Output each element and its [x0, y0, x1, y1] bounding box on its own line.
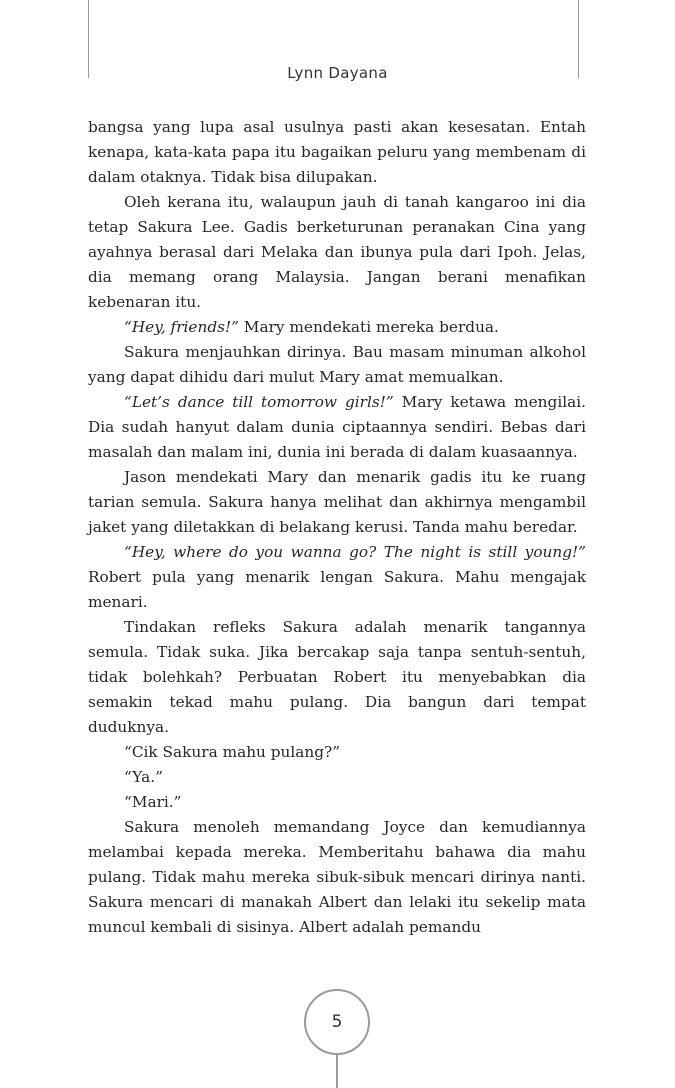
text-run: Mary mendekati mereka berdua.	[238, 318, 499, 336]
paragraph	[88, 315, 586, 340]
text-run: Sakura menoleh memandang Joyce dan kemudiannya melambai kepada mereka. Memberitahu bahawa dia mahu pulang. Tidak mahu mereka sibuk-sibuk mencari dirinya nanti. Sakura mencari di manakah Albert dan lelaki itu sekelip mata muncul kembali di sisinya. Albert adalah pemandu	[88, 818, 586, 936]
italic-text-run: “Hey, where do you wanna go? The night is still young!”	[124, 543, 586, 561]
paragraph	[88, 815, 586, 940]
running-header-author: Lynn Dayana	[287, 64, 388, 82]
body-text	[88, 115, 586, 940]
paragraph	[88, 465, 586, 540]
text-run: Robert pula yang menarik lengan Sakura. Mahu mengajak menari.	[88, 568, 586, 611]
folio-stem-line	[336, 1054, 338, 1088]
paragraph	[88, 790, 586, 815]
text-run: Mary ketawa mengilai. Dia sudah hanyut dalam dunia ciptaannya sendiri. Bebas dari masalah dan malam ini, dunia ini berada di dalam kuasaannya.	[88, 393, 586, 461]
text-run: “Cik Sakura mahu pulang?”	[124, 743, 341, 761]
paragraph	[88, 340, 586, 390]
paragraph	[88, 540, 586, 615]
page-number: 5	[331, 1012, 343, 1032]
text-run: Sakura menjauhkan dirinya. Bau masam minuman alkohol yang dapat dihidu dari mulut Mary amat memualkan.	[88, 343, 586, 386]
paragraph	[88, 765, 586, 790]
text-run: bangsa yang lupa asal usulnya pasti akan kesesatan. Entah kenapa, kata-kata papa itu bagaikan peluru yang membenam di dalam otaknya. Tidak bisa dilupakan.	[88, 118, 586, 186]
text-run: Tindakan refleks Sakura adalah menarik tangannya semula. Tidak suka. Jika bercakap saja tanpa sentuh-sentuh, tidak bolehkah? Perbuatan Robert itu menyebabkan dia semakin tekad mahu pulang. Dia bangun dari tempat duduknya.	[88, 618, 586, 736]
paragraph	[88, 615, 586, 740]
paragraph	[88, 390, 586, 465]
paragraph	[88, 115, 586, 190]
text-run: “Mari.”	[124, 793, 182, 811]
text-run: “Ya.”	[124, 768, 163, 786]
page-number-badge	[304, 989, 370, 1055]
paragraph	[88, 740, 586, 765]
text-run: Oleh kerana itu, walaupun jauh di tanah kangaroo ini dia tetap Sakura Lee. Gadis berketurunan peranakan Cina yang ayahnya berasal dari Melaka dan ibunya pula dari Ipoh. Jelas, dia memang orang Malaysia. Jangan berani menafikan kebenaran itu.	[88, 193, 586, 311]
italic-text-run: “Hey, friends!”	[124, 318, 239, 336]
italic-text-run: “Let’s dance till tomorrow girls!”	[124, 393, 394, 411]
text-run: Jason mendekati Mary dan menarik gadis itu ke ruang tarian semula. Sakura hanya melihat dan akhirnya mengambil jaket yang diletakkan di belakang kerusi. Tanda mahu beredar.	[88, 468, 586, 536]
paragraph	[88, 190, 586, 315]
